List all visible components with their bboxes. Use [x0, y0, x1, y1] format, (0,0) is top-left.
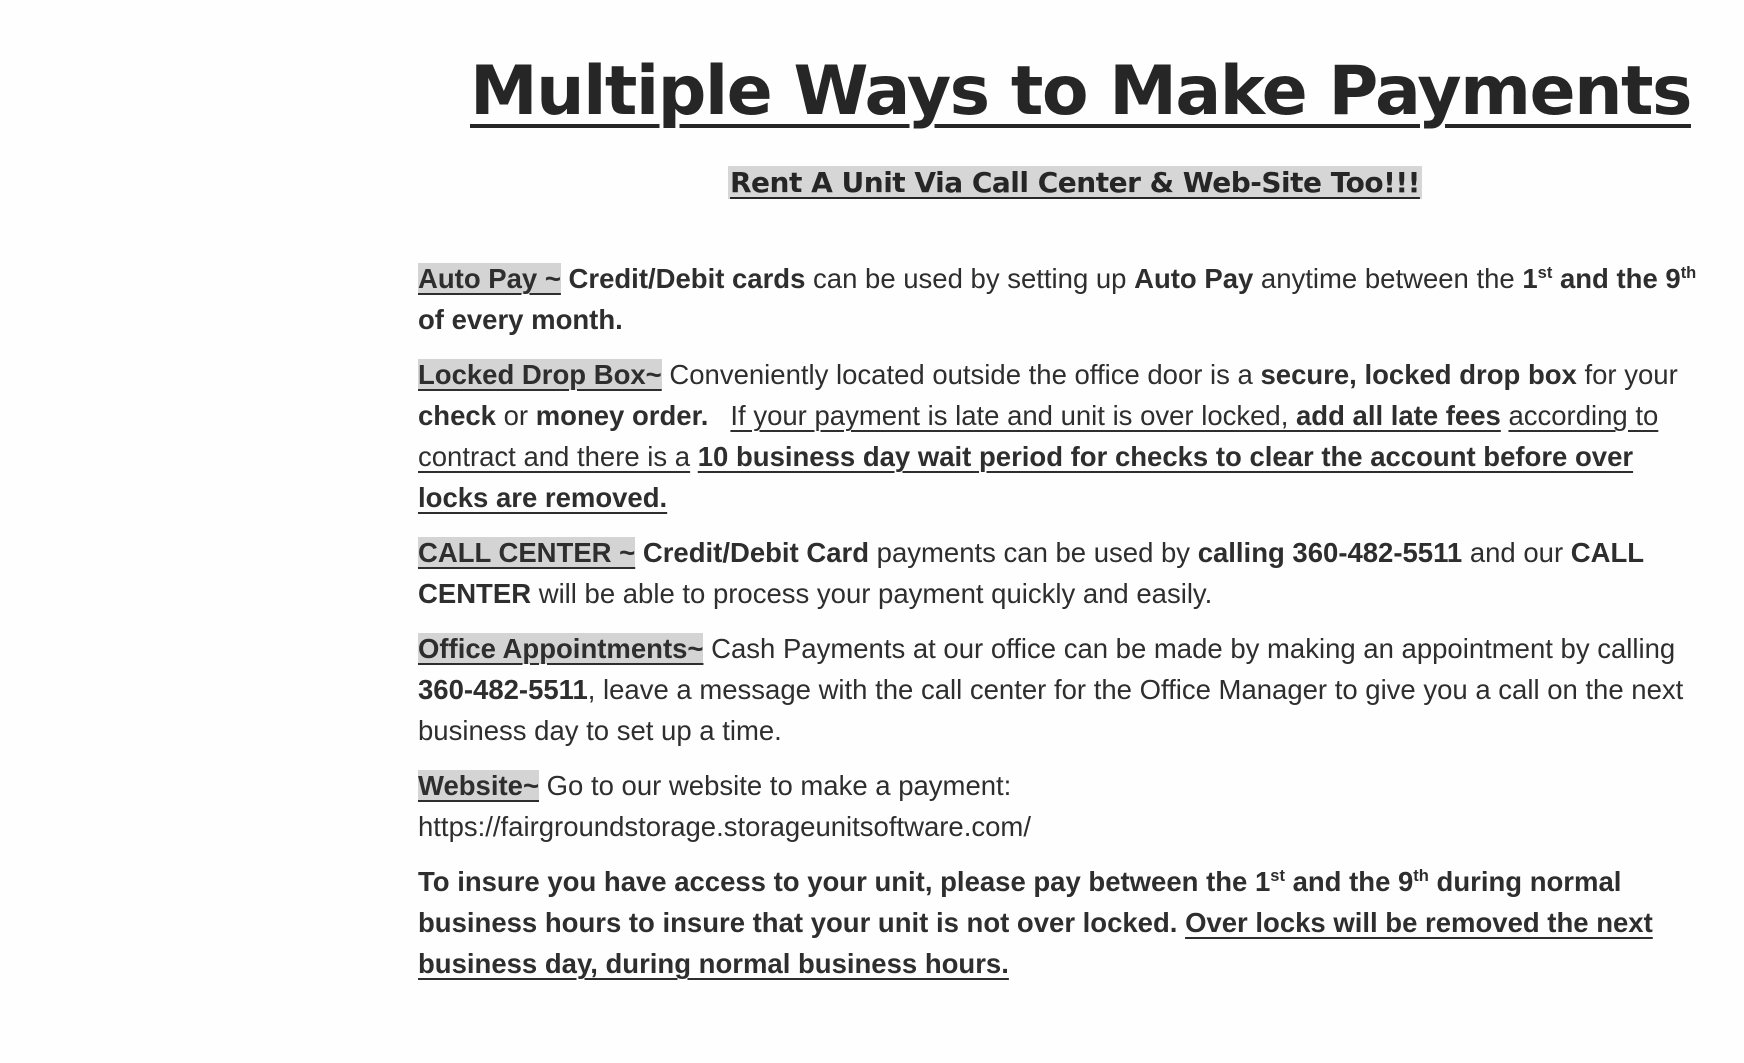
drop-box-text-7: If your payment is late and unit is over locked, [730, 400, 1296, 431]
drop-box-text-3: for your [1576, 359, 1678, 390]
closing-sup-st: st [1270, 866, 1285, 885]
drop-box-text-4: check [418, 400, 496, 431]
drop-box-text-2: secure, locked drop box [1260, 359, 1577, 390]
closing-sup-th: th [1413, 866, 1429, 885]
drop-box-text-8: add all late fees [1296, 400, 1501, 431]
section-website [418, 765, 1700, 847]
auto-pay-sup-st: st [1537, 263, 1553, 282]
drop-box-text-5: or [495, 400, 536, 431]
auto-pay-text-4: anytime between the [1253, 263, 1523, 294]
section-call-center [418, 532, 1700, 614]
office-label: Office Appointments~ [418, 633, 704, 664]
call-center-text-4: and our [1462, 537, 1571, 568]
closing-text-4: Over locks will be removed the next business day, during normal business hours. [418, 907, 1653, 979]
page-title: Multiple Ways to Make Payments [470, 52, 1691, 131]
section-closing-note [418, 861, 1700, 984]
call-center-text-1: Credit/Debit Card [642, 537, 870, 568]
drop-box-text-9: according to contract and there is a [418, 400, 1659, 472]
section-office-appointments [418, 628, 1700, 751]
auto-pay-text-2: can be used by setting up [805, 263, 1135, 294]
page-subtitle: Rent A Unit Via Call Center & Web-Site Too!!! [730, 166, 1420, 199]
auto-pay-text-7: of every month. [418, 304, 623, 335]
call-center-phone: calling 360-482-5511 [1197, 537, 1463, 568]
office-text-1: Cash Payments at our office can be made by making an appointment by calling [703, 633, 1676, 664]
website-label: Website~ [418, 770, 539, 801]
payment-methods [418, 258, 1700, 998]
auto-pay-text-3: Auto Pay [1134, 263, 1254, 294]
office-phone: 360-482-5511 [418, 674, 588, 705]
section-drop-box [418, 354, 1700, 518]
office-text-3: , leave a message with the call center for the Office Manager to give you a call on the next business day to set up a time. [418, 674, 1684, 746]
section-auto-pay [418, 258, 1700, 340]
auto-pay-text-1: Credit/Debit cards [568, 263, 806, 294]
drop-box-label: Locked Drop Box~ [418, 359, 662, 390]
call-center-text-6: will be able to process your payment quickly and easily. [531, 578, 1213, 609]
auto-pay-day-ninth: and the 9 [1552, 263, 1681, 294]
website-text-1: Go to our website to make a payment: [539, 770, 1012, 801]
drop-box-text-6: money order. [535, 400, 709, 431]
drop-box-text-10: 10 business day wait period for checks to clear the account before over locks are removed. [418, 441, 1634, 513]
call-center-label: CALL CENTER ~ [418, 537, 636, 568]
call-center-text-5: CALL CENTER [418, 537, 1644, 609]
drop-box-text-1: Conveniently located outside the office door is a [661, 359, 1261, 390]
auto-pay-sup-th: th [1680, 263, 1697, 282]
call-center-text-2: payments can be used by [869, 537, 1198, 568]
closing-text-3: during normal business hours to insure that your unit is not over locked. [418, 866, 1622, 938]
closing-text-2: and the 9 [1284, 866, 1414, 897]
website-url: https://fairgroundstorage.storageunitsoftware.com/ [418, 811, 1031, 842]
closing-text-1: To insure you have access to your unit, please pay between the 1 [418, 866, 1271, 897]
auto-pay-day-first: 1 [1522, 263, 1538, 294]
auto-pay-label: Auto Pay ~ [418, 263, 561, 294]
